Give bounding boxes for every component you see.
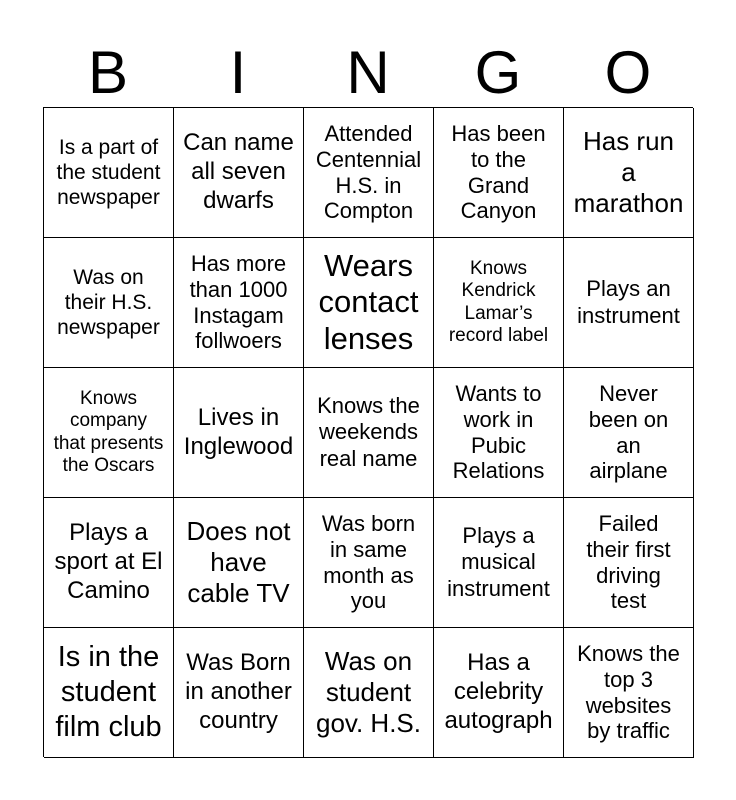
bingo-cell-r4-c2 — [174, 498, 304, 628]
cell-text: Plays a musical instrument — [447, 522, 550, 601]
bingo-cell-r5-c3 — [304, 628, 434, 758]
bingo-cell-r2-c4 — [434, 238, 564, 368]
cell-text: Failed their first driving test — [586, 510, 671, 614]
bingo-cell-r3-c3 — [304, 368, 434, 498]
cell-text: Has more than 1000 Instagam follwoers — [189, 250, 288, 354]
header-letter-b: B — [87, 39, 129, 106]
cell-text: Lives in Inglewood — [183, 403, 294, 460]
bingo-cell-r2-c1 — [44, 238, 174, 368]
cell-text: Plays an instrument — [577, 276, 680, 328]
bingo-cell-r1-c1 — [44, 108, 174, 238]
bingo-cell-r5-c1 — [44, 628, 174, 758]
cell-text: Knows company that presents the Oscars — [53, 387, 164, 476]
cell-text: Plays a sport at El Camino — [54, 519, 163, 604]
bingo-cell-r5-c4 — [434, 628, 564, 758]
cell-text: Has been to the Grand Canyon — [451, 120, 546, 224]
cell-text: Was born in same month as you — [321, 510, 416, 614]
cell-text: Knows the weekends real name — [317, 392, 420, 471]
bingo-cell-r3-c4 — [434, 368, 564, 498]
header-letter-g: G — [474, 39, 522, 106]
bingo-cell-r2-c5 — [564, 238, 694, 368]
cell-text: Has run a marathon — [573, 125, 684, 219]
cell-text: Never been on an airplane — [588, 380, 669, 484]
cell-text: Knows the top 3 websites by traffic — [577, 640, 680, 744]
cell-text: Has a celebrity autograph — [444, 649, 553, 734]
cell-text: Does not have cable TV — [186, 515, 291, 609]
bingo-cell-r4-c5 — [564, 498, 694, 628]
bingo-cell-r3-c5 — [564, 368, 694, 498]
header-letter-o: O — [604, 39, 652, 106]
cell-text: Wears contact lenses — [318, 247, 419, 356]
bingo-header — [43, 40, 693, 106]
cell-text: Knows Kendrick Lamar’s record label — [448, 257, 549, 346]
cell-text: Was on their H.S. newspaper — [57, 265, 160, 340]
header-letter-i: I — [229, 39, 247, 106]
bingo-cell-r2-c2 — [174, 238, 304, 368]
bingo-cell-r4-c3 — [304, 498, 434, 628]
header-letter-n: N — [346, 39, 390, 106]
cell-text: Is a part of the student newspaper — [56, 135, 161, 210]
cell-text: Was Born in another country — [185, 649, 292, 734]
bingo-cell-r1-c5 — [564, 108, 694, 238]
bingo-cell-r1-c2 — [174, 108, 304, 238]
bingo-cell-r1-c3 — [304, 108, 434, 238]
cell-text: Wants to work in Pubic Relations — [452, 380, 545, 484]
bingo-cell-r3-c2 — [174, 368, 304, 498]
bingo-cell-r1-c4 — [434, 108, 564, 238]
bingo-cell-r3-c1 — [44, 368, 174, 498]
bingo-cell-r5-c2 — [174, 628, 304, 758]
cell-text: Is in the student film club — [55, 641, 162, 743]
cell-text: Attended Centennial H.S. in Compton — [315, 120, 422, 224]
bingo-cell-r2-c3 — [304, 238, 434, 368]
bingo-cell-r5-c5 — [564, 628, 694, 758]
cell-text: Was on student gov. H.S. — [315, 645, 421, 739]
bingo-cell-r4-c4 — [434, 498, 564, 628]
cell-text: Can name all seven dwarfs — [183, 129, 294, 214]
bingo-cell-r4-c1 — [44, 498, 174, 628]
bingo-board — [43, 107, 693, 757]
